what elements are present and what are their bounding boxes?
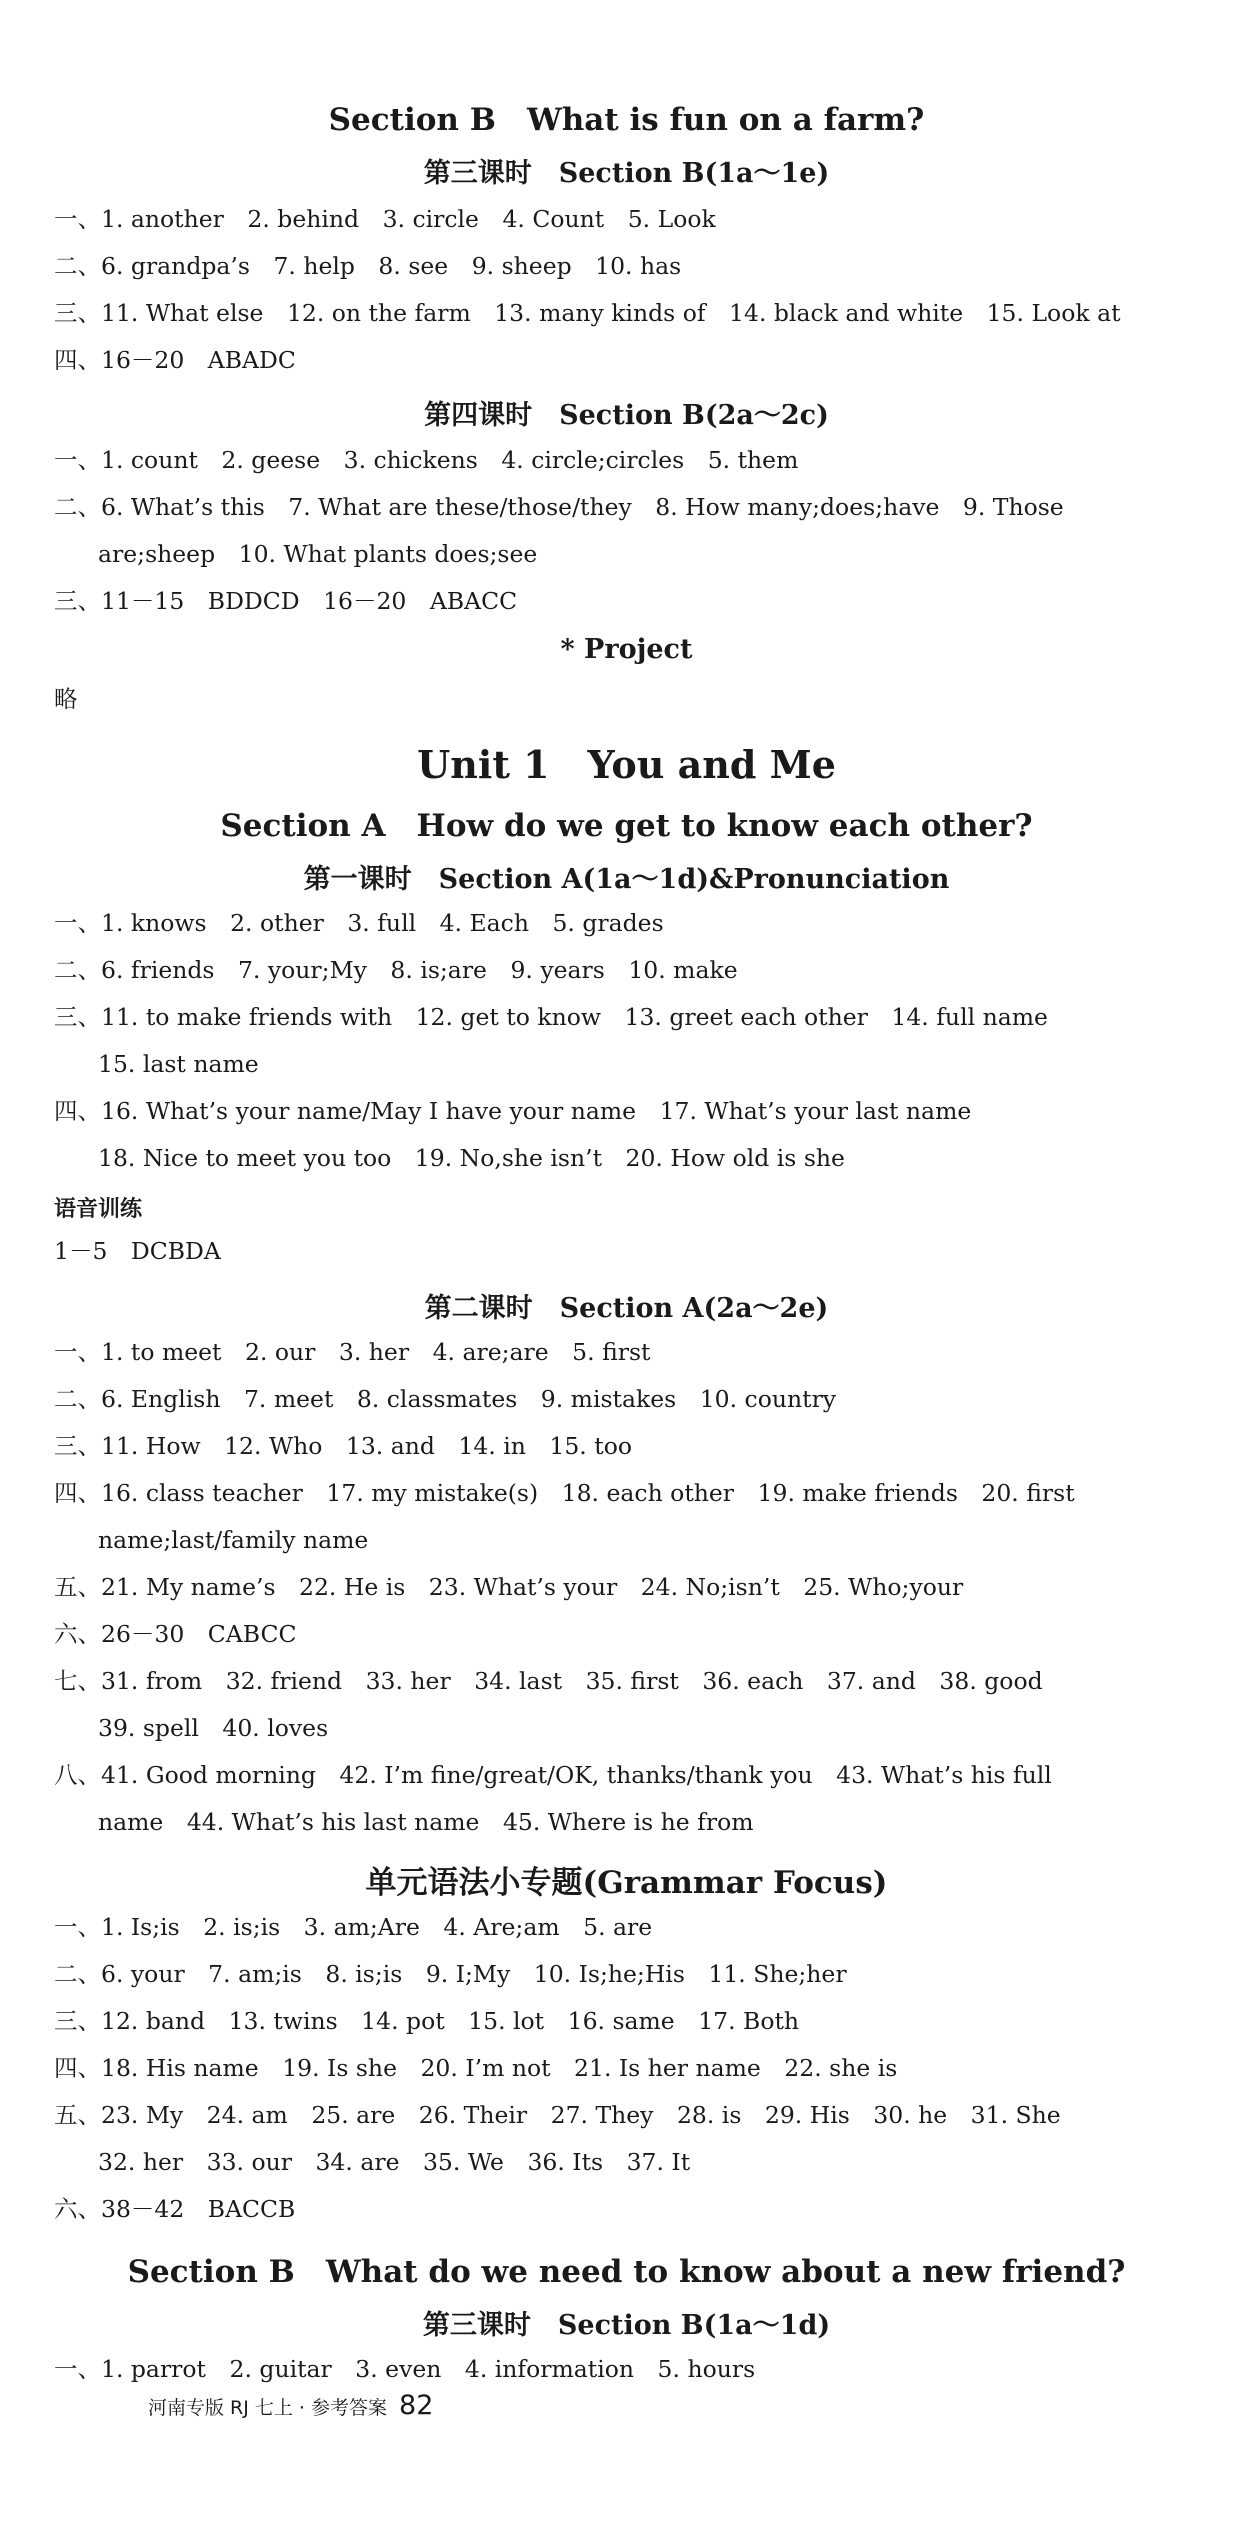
answer-line: 一、1. count 2. geese 3. chickens 4. circle;circles 5. them: [54, 446, 799, 474]
footer-label: 河南专版 RJ 七上 · 参考答案: [148, 2397, 388, 2419]
answer-line: name 44. What’s his last name 45. Where is he from: [98, 1808, 754, 1836]
lesson-heading: 第三课时 Section B(1a～1d): [422, 2310, 831, 2341]
answer-line: 一、1. knows 2. other 3. full 4. Each 5. grades: [54, 909, 664, 937]
answer-line: 略: [54, 685, 78, 713]
answer-line: name;last/family name: [98, 1526, 369, 1554]
unit-title: Unit 1 You and Me: [417, 742, 836, 787]
answer-line: 三、12. band 13. twins 14. pot 15. lot 16. same 17. Both: [54, 2007, 800, 2035]
answer-line: 三、11. How 12. Who 13. and 14. in 15. too: [54, 1432, 632, 1460]
answer-line: 六、26－30 CABCC: [54, 1620, 297, 1648]
answer-line: 四、18. His name 19. Is she 20. I’m not 21. Is her name 22. she is: [54, 2054, 898, 2082]
section-heading-friend: Section B What do we need to know about a new friend?: [127, 2254, 1126, 2290]
project-heading: * Project: [560, 634, 693, 665]
answer-line: 39. spell 40. loves: [98, 1714, 329, 1742]
section-heading: Section A How do we get to know each other?: [220, 808, 1033, 844]
answer-line: 六、38－42 BACCB: [54, 2195, 296, 2223]
answer-line: are;sheep 10. What plants does;see: [98, 540, 538, 568]
answer-line: 三、11－15 BDDCD 16－20 ABACC: [54, 587, 518, 615]
answer-line: 四、16－20 ABADC: [54, 346, 296, 374]
answer-line: 一、1. parrot 2. guitar 3. even 4. information 5. hours: [54, 2355, 756, 2383]
lesson-heading: 第二课时 Section A(2a～2e): [424, 1293, 829, 1324]
answer-line: 七、31. from 32. friend 33. her 34. last 35. first 36. each 37. and 38. good: [54, 1667, 1043, 1695]
section-heading-farm: Section B What is fun on a farm?: [328, 102, 925, 138]
answer-line: 四、16. What’s your name/May I have your name 17. What’s your last name: [54, 1097, 972, 1125]
answer-line: 18. Nice to meet you too 19. No,she isn’t 20. How old is she: [98, 1144, 845, 1172]
answer-line: 五、23. My 24. am 25. are 26. Their 27. They 28. is 29. His 30. he 31. She: [54, 2101, 1061, 2129]
answer-line: 15. last name: [98, 1050, 259, 1078]
grammar-heading: 单元语法小专题(Grammar Focus): [365, 1865, 888, 1901]
answer-line: 一、1. to meet 2. our 3. her 4. are;are 5. first: [54, 1338, 651, 1366]
lesson-heading: 第三课时 Section B(1a～1e): [423, 158, 830, 189]
answer-line: 二、6. grandpa’s 7. help 8. see 9. sheep 10. has: [54, 252, 682, 280]
answer-line: 二、6. English 7. meet 8. classmates 9. mistakes 10. country: [54, 1385, 837, 1413]
answer-line: 1－5 DCBDA: [54, 1237, 221, 1265]
answer-line: 二、6. What’s this 7. What are these/those/they 8. How many;does;have 9. Those: [54, 493, 1064, 521]
answer-line: 四、16. class teacher 17. my mistake(s) 18. each other 19. make friends 20. first: [54, 1479, 1075, 1507]
answer-line: 32. her 33. our 34. are 35. We 36. Its 37. It: [98, 2148, 691, 2176]
page-footer: [148, 2390, 433, 2421]
answer-line: 八、41. Good morning 42. I’m fine/great/OK, thanks/thank you 43. What’s his full: [54, 1761, 1052, 1789]
answer-line: 三、11. What else 12. on the farm 13. many kinds of 14. black and white 15. Look at: [54, 299, 1121, 327]
subsection-label: 语音训练: [54, 1196, 143, 1222]
answer-line: 二、6. friends 7. your;My 8. is;are 9. years 10. make: [54, 956, 738, 984]
answer-line: 五、21. My name’s 22. He is 23. What’s your 24. No;isn’t 25. Who;your: [54, 1573, 964, 1601]
lesson-heading: 第一课时 Section A(1a～1d)&Pronunciation: [303, 864, 950, 895]
answer-line: 一、1. Is;is 2. is;is 3. am;Are 4. Are;am 5. are: [54, 1913, 653, 1941]
page-number: 82: [399, 2390, 434, 2421]
lesson-heading: 第四课时 Section B(2a～2c): [424, 400, 829, 431]
answer-line: 二、6. your 7. am;is 8. is;is 9. I;My 10. Is;he;His 11. She;her: [54, 1960, 847, 1988]
answer-line: 三、11. to make friends with 12. get to know 13. greet each other 14. full name: [54, 1003, 1048, 1031]
answer-line: 一、1. another 2. behind 3. circle 4. Count 5. Look: [54, 205, 716, 233]
